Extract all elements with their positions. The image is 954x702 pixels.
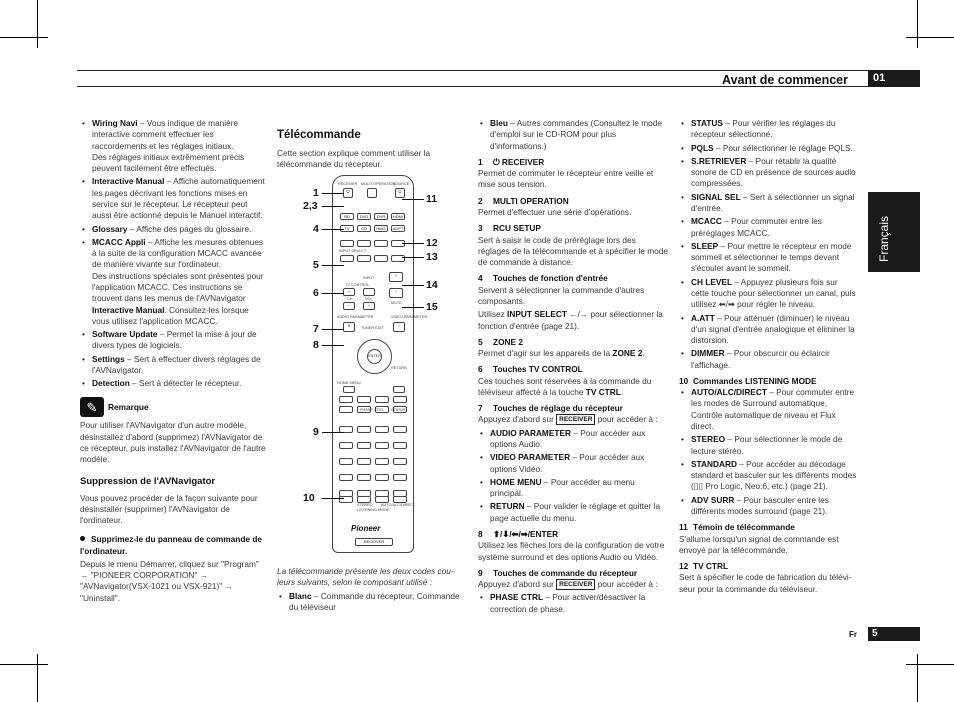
section-heading: 3 RCU SETUP [478, 223, 541, 234]
remote-key: ADPT [392, 226, 404, 231]
step-text: Depuis le menu Démarrer, cliquez sur "Program" → "PIONEER CORPORATION" → "AVNavigator(VSX-1021 ou VSX-921)" → "Uninstall". [80, 558, 259, 603]
callout-line [322, 206, 344, 207]
callout-number: 1 [313, 187, 319, 199]
listening-item-term: ADV SURR [691, 494, 735, 505]
section-heading: 2 MULTI OPERATION [478, 195, 569, 206]
s5-text: Permet d'agir sur les appareils de la ZONE 2. [478, 348, 645, 359]
feature-item-term: Glossary [92, 223, 128, 234]
s9-list [478, 592, 668, 615]
remote-key [393, 496, 407, 503]
key-item-text: – Appuyez plusieurs fois sur cette touche pour sélectionner un canal, puis utilisez ⬅/➡ pour régler le niveau. [691, 276, 856, 310]
key-item [679, 241, 857, 275]
chapter-badge: 01 [868, 70, 920, 87]
callout-number: 8 [313, 339, 319, 351]
s9-item-term: PHASE CTRL [490, 592, 544, 603]
s7-item [478, 428, 668, 451]
remote-label: MULTI OPERATION [361, 182, 396, 186]
remote-control-illustration [332, 175, 428, 553]
remote-key [393, 474, 407, 481]
remote-key [393, 442, 407, 449]
feature-item-text: – Sert à effectuer divers réglages de l'AVNavigator. [92, 353, 261, 375]
section-text: Servent à sélectionner la commande d'autres composants. [478, 284, 645, 306]
s7-item [478, 501, 668, 524]
callout-line [322, 432, 344, 433]
remote-key [339, 442, 353, 449]
remote-label: RECEIVER [338, 182, 358, 186]
key-item [679, 348, 857, 371]
feature-item-text: – Vous indique de manière interactive comment effectuer les raccordements et les réglages initiaux. [92, 118, 239, 151]
feature-extra: Des instructions spéciales sont présentes pour l'application MCACC. Ces instructions se trouvent dans les menus de l'AVNavigator Interactive Manual. Consultez-les lorsque vous utilisez l'application MCACC. [92, 270, 264, 326]
feature-item-term: MCACC Appli [92, 236, 146, 247]
s4-extra: Utilisez INPUT SELECT ←/→ pour sélectionner la fonction d'entrée (page 21). [478, 309, 663, 331]
s6-heading: 6 Touches TV CONTROL [478, 364, 583, 375]
feature-extra: Des réglages initiaux extrêmement précis peuvent facilement être effectués. [92, 151, 245, 174]
feature-item [80, 354, 266, 377]
crop-mark [37, 0, 38, 48]
key-item [679, 156, 857, 190]
remarque-text: Pour utiliser l'AVNavigator d'un autre modèle, désinstallez d'abord (supprimez) l'AVNavigator de ce récepteur, puis installez l'AVNavigator de l'autre modèle. [80, 420, 266, 465]
column-4 [679, 118, 857, 597]
remote-key: + [389, 272, 403, 282]
callout-number: 11 [426, 193, 438, 205]
remote-key [357, 426, 371, 433]
language-side-tab [868, 192, 920, 272]
callout-line [322, 293, 344, 294]
key-item-text: – Pour sélectionner le réglage PQLS. [713, 142, 853, 153]
feature-item-text: – Affiche des pages du glossaire. [127, 223, 252, 234]
s12-heading: 12 TV CTRL [679, 561, 729, 572]
key-item [679, 216, 857, 239]
remote-key [339, 458, 353, 465]
remote-key: CD [357, 225, 371, 232]
callout-number: 9 [313, 426, 319, 438]
listening-item-term: STANDARD [691, 458, 737, 469]
remote-key: TV [340, 225, 354, 232]
s7-item-term: HOME MENU [490, 476, 542, 487]
remote-key: DVR [374, 213, 388, 220]
listening-item [679, 495, 857, 518]
crop-mark [0, 37, 48, 38]
color-code-item [277, 591, 467, 614]
bullet-dot-icon [80, 536, 85, 541]
s7-text: Appuyez d'abord sur RECEIVER pour accéder à : [478, 414, 658, 425]
s7-item-text: – Pour accéder au menu principal. [490, 476, 635, 499]
feature-item-term: Settings [92, 353, 125, 364]
remote-key [375, 496, 389, 503]
s7-item-text: – Pour valider le réglage et quitter la page actuelle du menu. [490, 501, 661, 523]
callout-line [402, 243, 424, 244]
callout-line [322, 229, 344, 230]
remote-key [340, 240, 354, 247]
feature-item [80, 176, 266, 221]
feature-item [80, 329, 266, 352]
key-item-text: – Pour obscurcir ou éclaircir l'affichage. [691, 348, 830, 370]
remote-caption: La télécommande présente les deux codes cou-leurs suivants, selon le composant utilisé : [277, 566, 454, 588]
callout-line [322, 329, 344, 330]
remote-key [357, 396, 371, 403]
remarque-heading [80, 397, 266, 417]
remote-label: TV CONTROL [345, 283, 370, 287]
remote-label: AUTO/ALC/DIRECT [381, 503, 416, 507]
color-code-term: Blanc [289, 590, 312, 601]
callout-number: 4 [313, 223, 319, 235]
s8-text: Utilisez les flèches lors de la configuration de votre système surround et des options Audio ou Vidéo. [478, 540, 665, 562]
remote-key [357, 255, 371, 262]
s7-item [478, 452, 668, 475]
key-item [679, 118, 857, 141]
remote-key [374, 255, 388, 262]
source-key: ⏻ [395, 188, 405, 198]
s9-item-text: – Pour activer/désactiver la correction de phase. [490, 592, 646, 614]
remote-label: INPUT SELECT [339, 249, 367, 253]
crop-mark [917, 654, 918, 702]
remote-label: STATUS [391, 408, 406, 412]
column-3 [478, 118, 668, 617]
remote-key [339, 396, 353, 403]
remote-label: PHASE CTRL [360, 408, 384, 412]
feature-item-term: Wiring Navi [92, 118, 138, 128]
callout-line [402, 285, 424, 286]
s7-list [478, 428, 668, 524]
remote-key: BD [340, 213, 354, 220]
section-heading: 1 ⏻ RECEIVER [478, 156, 545, 167]
page-header-title: Avant de commencer [722, 73, 848, 87]
key-item-term: CH LEVEL [691, 276, 733, 287]
key-item [679, 313, 857, 347]
s8-heading: 8 ⬆/⬇/⬅/➡/ENTER [478, 529, 559, 539]
feature-item-text: – Permet la mise à jour de divers types de logiciels. [92, 329, 257, 351]
callout-line [322, 498, 344, 499]
section-text: Sert à saisir le code de préréglage lors des réglages de la télécommande et à spécifier le mode de commande à distance. [478, 234, 669, 268]
remote-key: DVD [357, 213, 371, 220]
s7-heading: 7 Touches de réglage du récepteur [478, 403, 623, 414]
remote-label: TUNER EDIT [361, 326, 384, 330]
receiver-mode-key: RECEIVER [355, 538, 393, 546]
remote-key: / [393, 322, 405, 332]
crop-mark [906, 37, 954, 38]
remote-key [375, 458, 389, 465]
feature-item [80, 224, 266, 235]
remote-key: − [363, 302, 375, 310]
callout-number: 15 [426, 301, 438, 313]
remote-key [340, 255, 354, 262]
remote-key [375, 396, 389, 403]
section-intro: Cette section explique comment utiliser la télécommande du récepteur. [277, 147, 431, 169]
listening-item-term: STEREO [691, 434, 726, 445]
s7-item [478, 477, 668, 500]
section-title: Télécommande [277, 129, 361, 141]
bleu-term: Bleu [490, 118, 508, 128]
avnavigator-feature-list [80, 118, 266, 389]
step-title [80, 534, 266, 557]
callout-line [402, 199, 424, 200]
s9-item [478, 592, 668, 615]
section-text: Permet d'effectuer une série d'opérations. [478, 206, 632, 217]
remote-key [343, 386, 355, 393]
key-item-text: – Pour vérifier les réglages du récepteur sélectionné. [691, 118, 836, 140]
listening-item [679, 387, 857, 432]
key-item-term: DIMMER [691, 348, 725, 359]
dpad-ring [357, 339, 392, 374]
key-item-text: – Pour rétablir la qualité sonore de CD en présence de sources audio compressées. [691, 155, 856, 189]
feature-item [80, 237, 266, 327]
remote-key [339, 474, 353, 481]
power-key: ⏻ [343, 188, 353, 198]
feature-item-text: – Affiche les mesures obtenues à la suite de la configuration MCACC avancée de manière vivante sur l'ordinateur. [92, 236, 264, 270]
s11-text: S'allume lorsqu'un signal de commande est envoyé par la télécommande. [679, 533, 839, 555]
s7-item-text: – Pour accéder aux options Audio. [490, 427, 646, 450]
remote-label: HOME MENU [337, 381, 361, 385]
remote-key [357, 458, 371, 465]
remote-key [393, 426, 407, 433]
language-label: Français [877, 215, 891, 262]
remote-label: STEREO [357, 503, 373, 507]
receiver-key-icon: RECEIVER [556, 579, 595, 590]
s11-heading: 11 Témoin de télécommande [679, 522, 795, 533]
remote-key [393, 396, 407, 403]
listening-mode-list [679, 387, 857, 517]
callout-number: 13 [426, 251, 438, 263]
remote-label: SOURCE [393, 182, 410, 186]
s7-item-term: RETURN [490, 501, 525, 512]
footer-language: Fr [849, 630, 857, 639]
callout-line [402, 257, 424, 258]
s9-heading: 9 Touches de commande du récepteur [478, 567, 638, 578]
callout-line [322, 193, 344, 194]
key-item [679, 143, 857, 154]
receiver-key-icon: RECEIVER [556, 414, 595, 425]
column-2-caption [277, 566, 467, 615]
feature-item-term: Detection [92, 378, 130, 389]
key-item-term: SIGNAL SEL [691, 191, 741, 202]
crop-mark [37, 654, 38, 702]
key-item [679, 277, 857, 311]
section-text: Permet de commuter le récepteur entre veille et mise sous tension. [478, 168, 654, 190]
key-item [679, 192, 857, 215]
remote-label: AUDIO PARAMETER [337, 315, 374, 319]
color-code-bleu [478, 118, 668, 152]
crop-mark [0, 664, 48, 665]
pioneer-logo: Pioneer [351, 524, 381, 533]
remote-key [363, 288, 375, 296]
key-item-text: – Pour mettre le récepteur en mode sommeil et sélectionner le temps devant s'écouler avant le sommeil. [691, 240, 852, 274]
feature-item [80, 378, 266, 389]
remote-key: + [343, 288, 355, 296]
remote-key: HMG [374, 225, 388, 232]
remote-key: ✕ [343, 322, 355, 332]
remote-key [357, 442, 371, 449]
remote-key [374, 240, 388, 247]
remote-key [393, 386, 405, 393]
enter-key: ENTER [367, 349, 382, 364]
callout-number: 14 [426, 279, 438, 291]
receiver-keys-list [679, 118, 857, 371]
s12-text: Sert à spécifier le code de fabrication du télévi-seur pour la commande du téléviseur. [679, 572, 852, 594]
remote-key [393, 458, 407, 465]
callout-line [322, 265, 344, 266]
key-item-text: – Pour commuter entre les préréglages MCACC. [691, 216, 822, 238]
listening-item-term: AUTO/ALC/DIRECT [691, 387, 767, 398]
remote-key: − [343, 302, 355, 310]
suppression-title: Suppression de l'AVNavigator [80, 475, 216, 487]
feature-item-text: – Affiche automatiquement les pages décrivant les fonctions mises en service sur le récepteur. Le récepteur peut aussi être actionné depuis le Manuel interactif. [92, 176, 265, 221]
feature-item-text: – Sert à détecter le récepteur. [129, 378, 242, 389]
listening-item-text: – Pour basculer entre les différents modes surround (page 21). [691, 494, 829, 516]
page-number: 5 [868, 627, 920, 641]
remote-key [375, 426, 389, 433]
callout-number: 5 [313, 259, 319, 271]
s7-item-term: VIDEO PARAMETER [490, 452, 571, 463]
remote-key [339, 406, 353, 413]
bleu-text: – Autres commandes (Consultez le mode d'emploi sur le CD-ROM pour plus d'informations.) [490, 118, 663, 151]
feature-item-term: Interactive Manual [92, 176, 165, 187]
remote-label: LISTENING MODE [357, 508, 390, 512]
callout-line [402, 307, 424, 308]
listening-item-text: – Pour commuter entre les modes de Surround automatique, Contrôle automatique de niveau et Flux direct. [691, 387, 855, 432]
listening-item-text: – Pour sélectionner le mode de lecture stéréo. [691, 434, 843, 456]
remote-label: VIDEO PARAMETER [391, 315, 428, 319]
remote-label: VOL [365, 297, 373, 301]
listening-item [679, 459, 857, 493]
pencil-note-icon: ✎ [80, 397, 104, 417]
column-1 [80, 118, 266, 606]
step-title-text: Supprimez-le du panneau de commande de l'ordinateur. [80, 534, 263, 556]
s7-item-text: – Pour accéder aux options Vidéo. [490, 452, 645, 474]
key-item-text: – Pour atténuer (diminuer) le niveau d'un signal d'entrée analogique et éliminer la distorsion. [691, 312, 855, 346]
key-item-text: – Sert à sélectionner un signal d'entrée. [691, 191, 855, 213]
section-heading: 4 Touches de fonction d'entrée [478, 273, 608, 284]
remote-key [357, 474, 371, 481]
remote-key: − [389, 288, 403, 298]
callout-number: 7 [313, 323, 319, 335]
remarque-title: Remarque [108, 401, 149, 412]
crop-mark [917, 0, 918, 48]
callout-number: 10 [303, 492, 315, 504]
s9-text: Appuyez d'abord sur RECEIVER pour accéder à : [478, 579, 658, 590]
key-item-term: STATUS [691, 118, 723, 128]
remote-label: MUTE [391, 301, 402, 305]
listening-item-text: – Pour accéder au décodage standard et basculer sur les différents modes (▯▯ Pro Logic, Neo:6, etc.) (page 21). [691, 458, 857, 492]
s6-text: Ces touches sont réservées à la commande du téléviseur affecté à la touche TV CTRL. [478, 375, 652, 397]
suppression-text: Vous pouvez procéder de la façon suivante pour désinstaller (supprimer) l'AVNavigator de l'ordinateur. [80, 492, 258, 526]
remote-key [375, 474, 389, 481]
remote-label: RETURN [391, 366, 407, 370]
column-2 [277, 128, 467, 172]
key-item-term: SLEEP [691, 240, 719, 251]
key-item-term: S.RETRIEVER [691, 155, 747, 166]
feature-item [80, 118, 266, 174]
s7-item-term: AUDIO PARAMETER [490, 427, 571, 438]
s10-heading: 10 Commandes LISTENING MODE [679, 375, 817, 386]
callout-line [322, 345, 344, 346]
callout-number: 2,3 [303, 200, 318, 212]
color-code-text: – Commande du récepteur, Commande du téléviseur [289, 590, 460, 612]
remote-key [357, 240, 371, 247]
s5-heading: 5 ZONE 2 [478, 336, 523, 347]
remote-label: INPUT [363, 276, 375, 280]
crop-mark [906, 664, 954, 665]
feature-item-term: Software Update [92, 329, 158, 340]
remote-key [375, 442, 389, 449]
key-item-term: A.ATT [691, 312, 715, 323]
callout-number: 12 [426, 237, 438, 249]
key-item-term: PQLS [691, 142, 714, 153]
multi-op-key [367, 188, 377, 198]
key-item-term: MCACC [691, 216, 722, 227]
remote-label: CH [347, 297, 353, 301]
listening-item [679, 434, 857, 457]
remote-key [357, 496, 371, 503]
remote-key: HDMI [392, 214, 404, 219]
callout-number: 6 [313, 287, 319, 299]
